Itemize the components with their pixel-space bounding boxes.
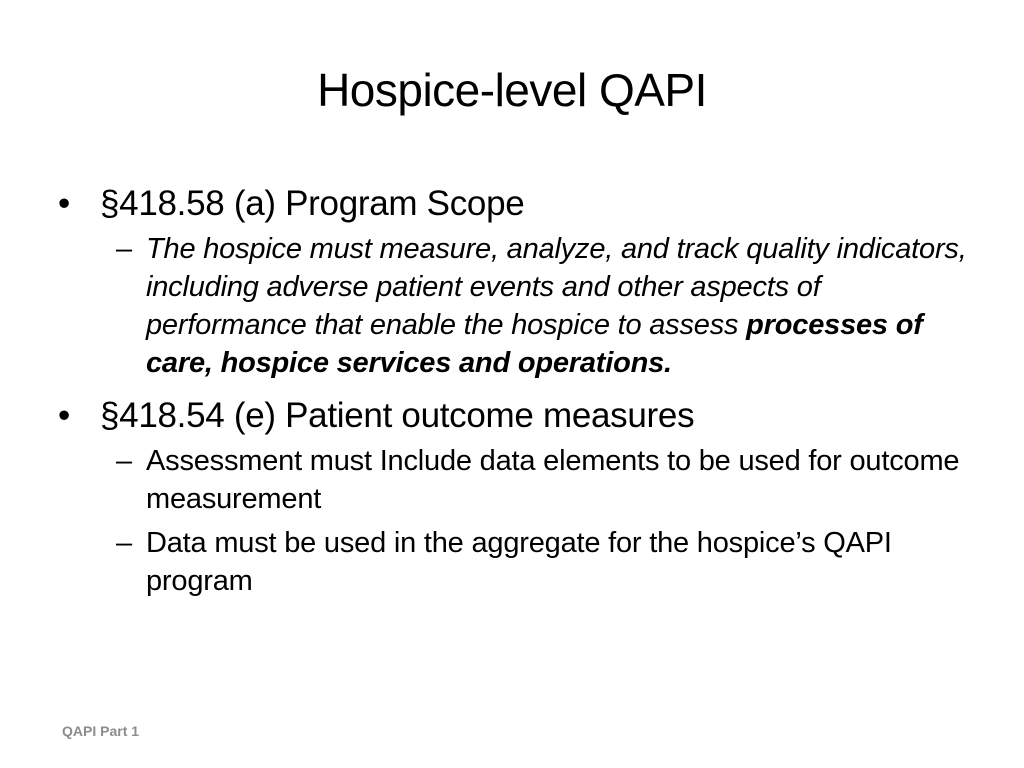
sub-text: Assessment must Include data elements to be used for outcome measurement — [146, 445, 960, 515]
sub-dash: – — [116, 233, 132, 265]
sub-item-assessment — [58, 442, 978, 518]
sub-list-program-scope — [58, 230, 978, 382]
bullet-program-scope — [58, 180, 978, 228]
sub-list-patient-outcome-measures — [58, 442, 978, 600]
bullet-marker: • — [58, 396, 70, 435]
sub-dash: – — [116, 445, 132, 477]
slide-footer: QAPI Part 1 — [62, 723, 140, 739]
sub-text-italic: The hospice must measure, analyze, and track quality indicators, including adverse patient events and other aspects of performance that enable the hospice to assess — [146, 233, 967, 341]
sub-dash: – — [116, 527, 132, 559]
slide-body — [58, 180, 978, 610]
bullet-patient-outcome-measures — [58, 392, 978, 440]
sub-item-program-scope-quote — [58, 230, 978, 382]
sub-text: Data must be used in the aggregate for the hospice’s QAPI program — [146, 527, 892, 597]
bullet-text: §418.58 (a) Program Scope — [100, 184, 525, 223]
bullet-text: §418.54 (e) Patient outcome measures — [100, 396, 695, 435]
bullet-marker: • — [58, 184, 70, 223]
sub-item-data-aggregate — [58, 524, 978, 600]
slide-title: Hospice-level QAPI — [317, 64, 707, 116]
sub-text-bold-italic: processes of care, hospice services and operations. — [146, 309, 923, 379]
